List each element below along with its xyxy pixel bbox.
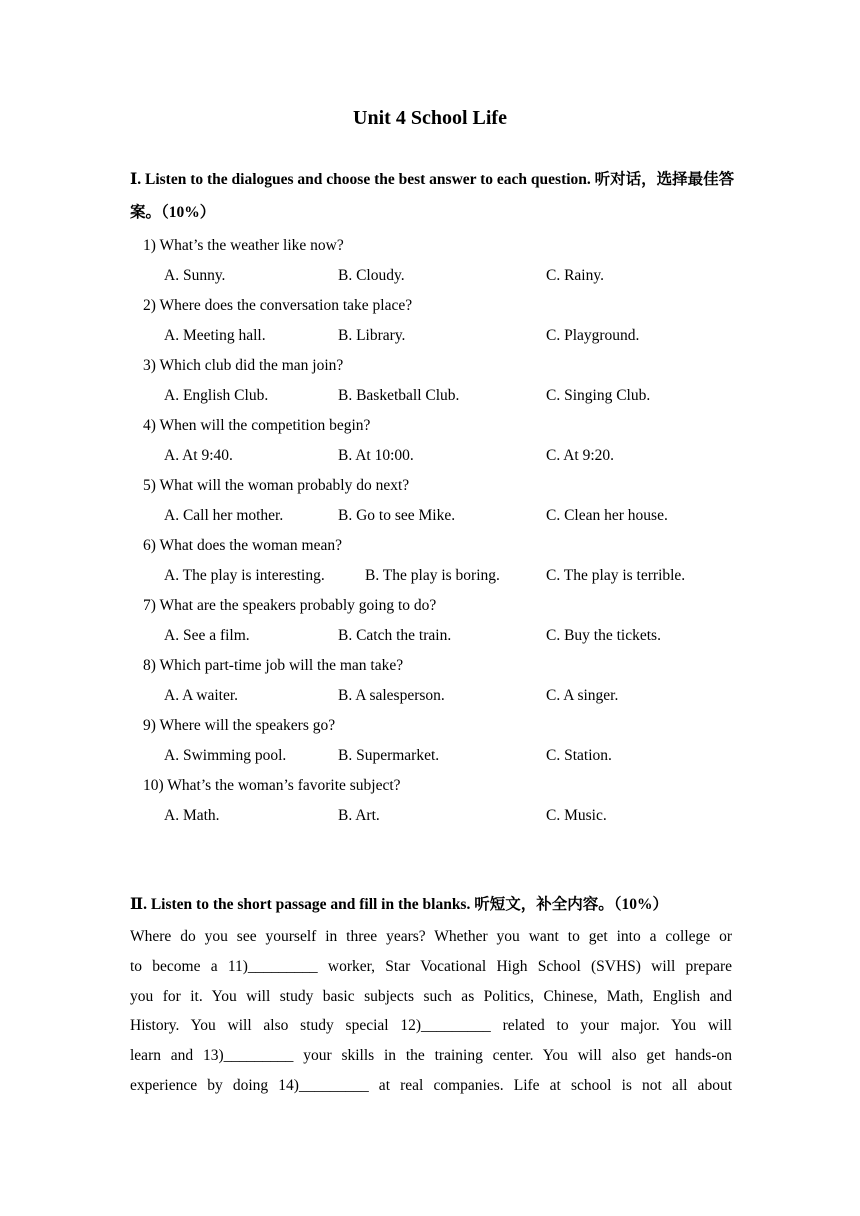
question-8-option-b: B. A salesperson. bbox=[338, 687, 445, 704]
question-8-option-c: C. A singer. bbox=[546, 687, 619, 704]
question-5-option-a: A. Call her mother. bbox=[164, 507, 284, 524]
question-9-option-a: A. Swimming pool. bbox=[164, 747, 287, 764]
passage-line: to become a 11)_________ worker, Star Vocational High School (SVHS) will prepare bbox=[130, 957, 732, 975]
question-1-option-a: A. Sunny. bbox=[164, 267, 226, 284]
question-9-option-c: C. Station. bbox=[546, 747, 612, 764]
question-3: 3) Which club did the man join? bbox=[143, 357, 344, 374]
passage-line: History. You will also study special 12)_________ related to your major. You will bbox=[130, 1017, 732, 1035]
question-5-option-b: B. Go to see Mike. bbox=[338, 507, 456, 524]
section-1-heading: Ⅰ. Listen to the dialogues and choose the best answer to each question. 听对话，选择最佳答案。（10%） bbox=[130, 171, 735, 221]
question-6-option-a: A. The play is interesting. bbox=[164, 567, 325, 584]
question-1-option-c: C. Rainy. bbox=[546, 267, 604, 284]
question-7-option-b: B. Catch the train. bbox=[338, 627, 452, 644]
question-4-option-c: C. At 9:20. bbox=[546, 447, 615, 464]
question-6-option-b: B. The play is boring. bbox=[365, 567, 500, 584]
question-1: 1) What’s the weather like now? bbox=[143, 237, 344, 254]
question-3-option-a: A. English Club. bbox=[164, 387, 269, 404]
question-3-option-c: C. Singing Club. bbox=[546, 387, 651, 404]
question-9-option-b: B. Supermarket. bbox=[338, 747, 440, 764]
question-7: 7) What are the speakers probably going to do? bbox=[143, 597, 437, 614]
passage-line: you for it. You will study basic subjects such as Politics, Chinese, Math, English and bbox=[130, 987, 732, 1005]
question-6-option-c: C. The play is terrible. bbox=[546, 567, 686, 584]
page-title: Unit 4 School Life bbox=[353, 107, 507, 129]
question-10-option-a: A. Math. bbox=[164, 807, 220, 824]
question-7-option-c: C. Buy the tickets. bbox=[546, 627, 661, 644]
question-1-option-b: B. Cloudy. bbox=[338, 267, 405, 284]
question-4-option-b: B. At 10:00. bbox=[338, 447, 414, 464]
question-2-option-b: B. Library. bbox=[338, 327, 406, 344]
passage-line: experience by doing 14)_________ at real companies. Life at school is not all about bbox=[130, 1076, 732, 1094]
question-7-option-a: A. See a film. bbox=[164, 627, 250, 644]
question-2-option-c: C. Playground. bbox=[546, 327, 640, 344]
passage-text bbox=[130, 922, 732, 1101]
question-10-option-c: C. Music. bbox=[546, 807, 607, 824]
question-2-option-a: A. Meeting hall. bbox=[164, 327, 266, 344]
question-2: 2) Where does the conversation take place? bbox=[143, 297, 413, 314]
question-5-option-c: C. Clean her house. bbox=[546, 507, 668, 524]
passage-line: learn and 13)_________ your skills in the training center. You will also get hands-on bbox=[130, 1047, 732, 1065]
question-3-option-b: B. Basketball Club. bbox=[338, 387, 460, 404]
question-4-option-a: A. At 9:40. bbox=[164, 447, 233, 464]
question-10-option-b: B. Art. bbox=[338, 807, 380, 824]
question-10: 10) What’s the woman’s favorite subject? bbox=[143, 777, 401, 794]
question-6: 6) What does the woman mean? bbox=[143, 537, 342, 554]
question-8-option-a: A. A waiter. bbox=[164, 687, 239, 704]
question-4: 4) When will the competition begin? bbox=[143, 417, 371, 434]
question-5: 5) What will the woman probably do next? bbox=[143, 477, 410, 494]
question-8: 8) Which part-time job will the man take? bbox=[143, 657, 404, 674]
question-9: 9) Where will the speakers go? bbox=[143, 717, 336, 734]
passage-line: Where do you see yourself in three years? Whether you want to get into a college or bbox=[130, 928, 732, 945]
section-2-heading: Ⅱ. Listen to the short passage and fill in the blanks. 听短文，补全内容。（10%） bbox=[130, 896, 668, 913]
